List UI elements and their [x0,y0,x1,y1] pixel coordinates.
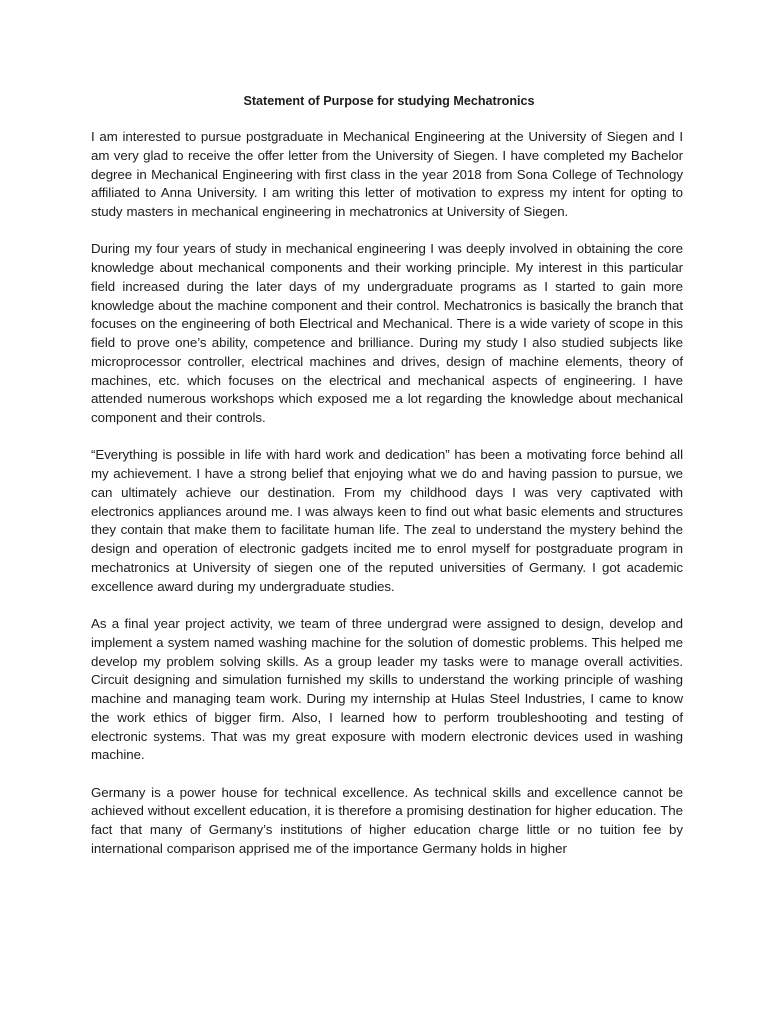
paragraph-motivation: “Everything is possible in life with hard work and dedication” has been a motivating force behind all my achievement. I have a strong belief that enjoying what we do and having passion to pursue, we can ultimately achieve our destination. From my childhood days I was very captivated with electronics appliances around me. I was always keen to find out what basic elements and structures they contain that make them to facilitate human life. The zeal to understand the mystery behind the design and operation of electronic gadgets incited me to enrol myself for postgraduate program in mechatronics at University of siegen one of the reputed universities of Germany. I got academic excellence award during my undergraduate studies. [91,447,683,594]
paragraph-germany: Germany is a power house for technical excellence. As technical skills and excellence cannot be achieved without excellent education, it is therefore a promising destination for higher education. The fact that many of Germany’s institutions of higher education charge little or no tuition fee by international comparison apprised me of the importance Germany holds in higher [91,784,683,856]
paragraph-intro: I am interested to pursue postgraduate in Mechanical Engineering at the University of Siegen and I am very glad to receive the offer letter from the University of Siegen. I have completed my Bachelor degree in Mechanical Engineering with first class in the year 2018 from Sona College of Technology affiliated to Anna University. I am writing this letter of motivation to express my intent for opting to study masters in mechanical engineering in mechatronics at University of Siegen. [91,129,683,219]
document-title: Statement of Purpose for studying Mechatronics [243,94,535,108]
paragraph-study-background: During my four years of study in mechanical engineering I was deeply involved in obtaining the core knowledge about mechanical components and their working principle. My interest in this particular field increased during the later days of my undergraduate programs as I started to gain more knowledge about the machine component and their control. Mechatronics is basically the branch that focuses on the engineering of both Electrical and Mechanical. There is a wide variety of scope in this field to prove one’s ability, competence and brilliance. During my study I also studied subjects like microprocessor controller, electrical machines and drives, design of machine elements, theory of machines, etc. which focuses on the electrical and mechanical aspects of engineering. I have attended numerous workshops which exposed me a lot regarding the knowledge about mechanical component and their controls. [91,241,683,426]
paragraph-project-experience: As a final year project activity, we team of three undergrad were assigned to design, develop and implement a system named washing machine for the solution of domestic problems. This helped me develop my problem solving skills. As a group leader my tasks were to manage overall activities. Circuit designing and simulation furnished my skills to understand the working principle of washing machine and managing team work. During my internship at Hulas Steel Industries, I came to know the work ethics of bigger firm. Also, I learned how to perform troubleshooting and testing of electronic systems. That was my great exposure with modern electronic devices used in washing machine. [91,616,683,763]
